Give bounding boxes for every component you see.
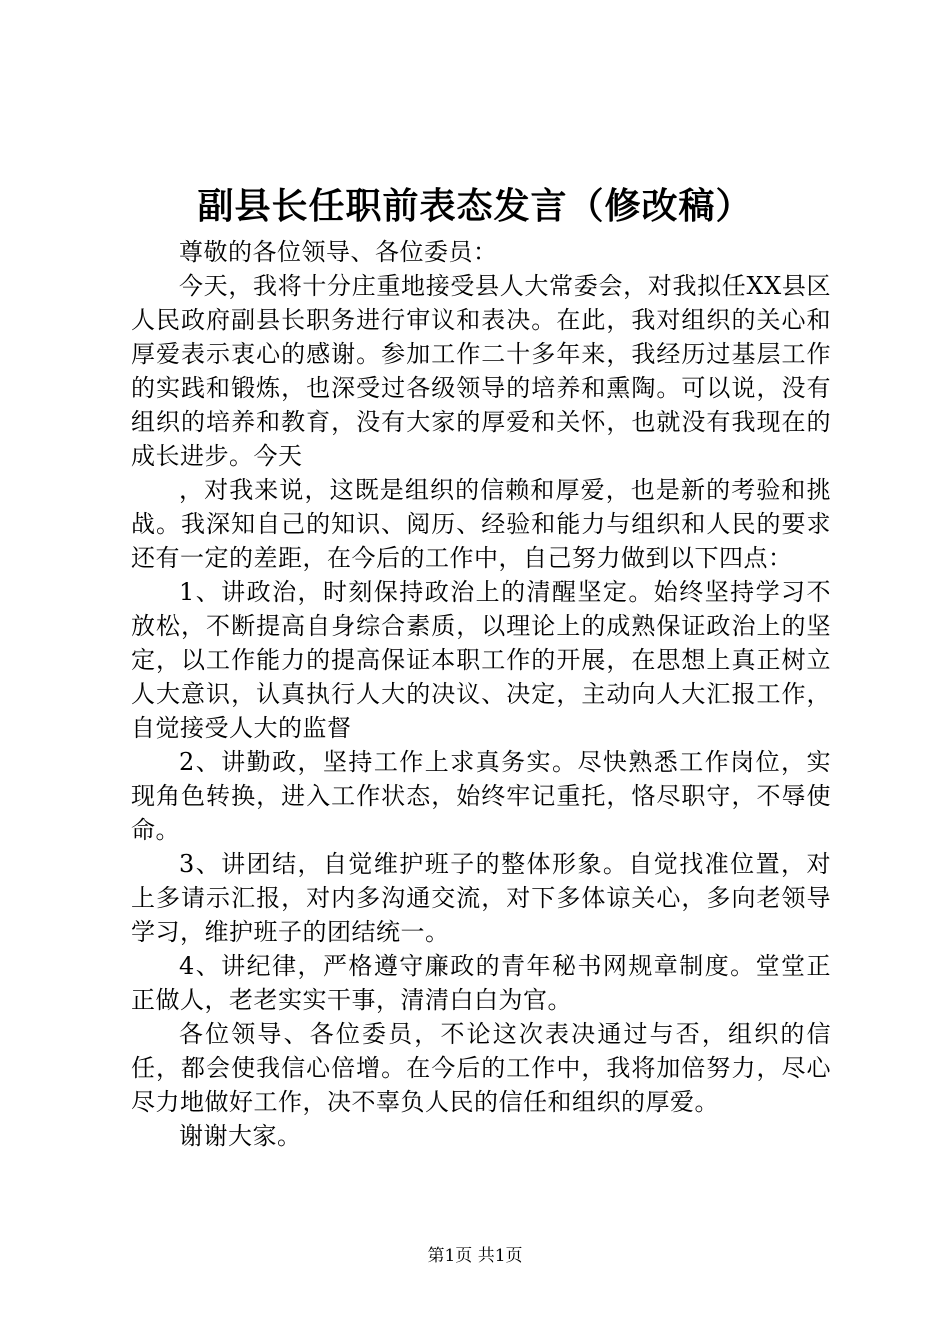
point-paragraph-3: 3、讲团结，自觉维护班子的整体形象。自觉找准位置，对上多请示汇报，对内多沟通交流，对下多体谅关心，多向老领导学习，维护班子的团结统一。: [131, 850, 831, 946]
thanks-paragraph: 谢谢大家。: [179, 1122, 302, 1150]
salutation-paragraph: 尊敬的各位领导、各位委员：: [179, 238, 498, 266]
point-paragraph-2: 2、讲勤政，坚持工作上求真务实。尽快熟悉工作岗位，实现角色转换，进入工作状态，始终牢记重托，恪尽职守，不辱使命。: [131, 748, 831, 844]
closing-paragraph: 各位领导、各位委员，不论这次表决通过与否，组织的信任，都会使我信心倍增。在今后的工作中，我将加倍努力，尽心尽力地做好工作，决不辜负人民的信任和组织的厚爱。: [131, 1020, 831, 1116]
document-title: 副县长任职前表态发言（修改稿）: [197, 186, 753, 227]
page-footer: 第1页 共1页: [427, 1246, 523, 1266]
point-paragraph-4: 4、讲纪律，严格遵守廉政的青年秘书网规章制度。堂堂正正做人，老老实实干事，清清白白为官。: [131, 952, 831, 1014]
point-paragraph-1: 1、讲政治，时刻保持政治上的清醒坚定。始终坚持学习不放松，不断提高自身综合素质，以理论上的成熟保证政治上的坚定，以工作能力的提高保证本职工作的开展，在思想上真正树立人大意识，认真执行人大的决议、决定，主动向人大汇报工作，自觉接受人大的监督: [131, 578, 831, 742]
body-paragraph: ，对我来说，这既是组织的信赖和厚爱，也是新的考验和挑战。我深知自己的知识、阅历、经验和能力与组织和人民的要求还有一定的差距，在今后的工作中，自己努力做到以下四点：: [131, 476, 831, 572]
document-body: [131, 235, 831, 1153]
body-paragraph: 今天，我将十分庄重地接受县人大常委会，对我拟任XX县区人民政府副县长职务进行审议和表决。在此，我对组织的关心和厚爱表示衷心的感谢。参加工作二十多年来，我经历过基层工作的实践和锻炼，也深受过各级领导的培养和熏陶。可以说，没有组织的培养和教育，没有大家的厚爱和关怀，也就没有我现在的成长进步。今天: [131, 272, 831, 470]
